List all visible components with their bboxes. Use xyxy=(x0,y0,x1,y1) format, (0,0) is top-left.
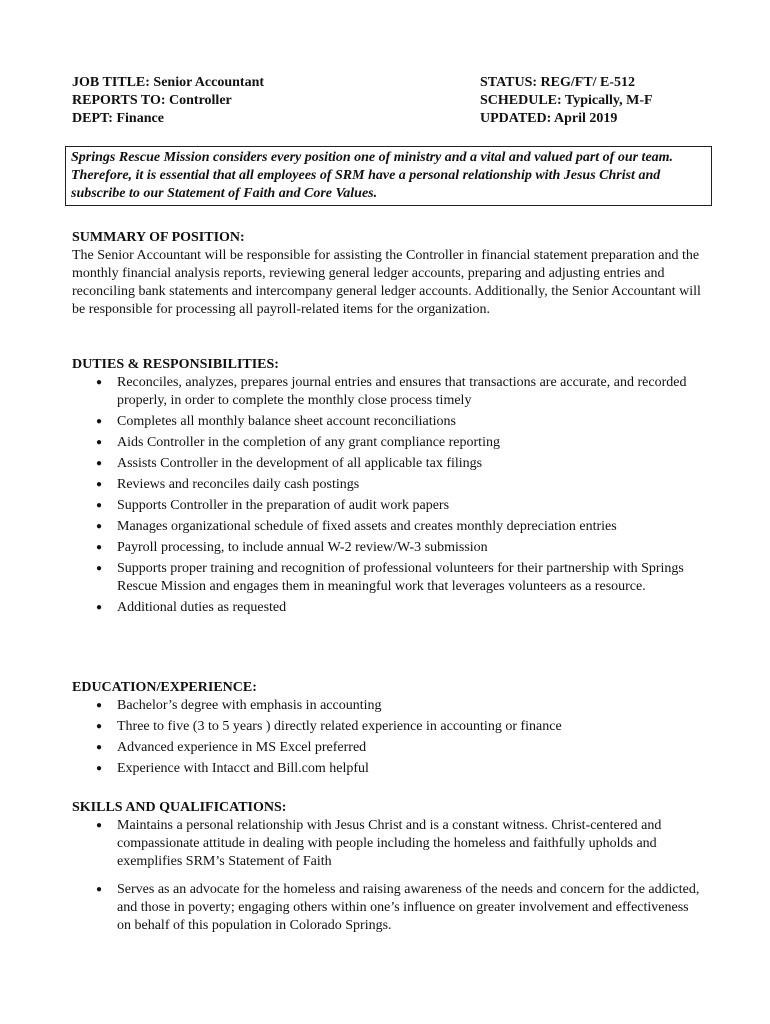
list-item: ● Experience with Intacct and Bill.com helpful xyxy=(72,760,702,778)
list-item: ● Three to five (3 to 5 years ) directly related experience in accounting or finance xyxy=(72,718,702,736)
schedule: SCHEDULE: Typically, M-F xyxy=(480,93,653,108)
header-right xyxy=(480,74,653,128)
list-item: ● Payroll processing, to include annual W-2 review/W-3 submission xyxy=(72,539,702,557)
list-item: ● Aids Controller in the completion of any grant compliance reporting xyxy=(72,434,702,452)
status: STATUS: REG/FT/ E-512 xyxy=(480,75,636,90)
education-list xyxy=(72,697,702,778)
list-item: ● Completes all monthly balance sheet account reconciliations xyxy=(72,413,702,431)
duties-heading: DUTIES & RESPONSIBILITIES: xyxy=(72,357,279,372)
skills-list xyxy=(72,817,702,935)
list-item: ● Serves as an advocate for the homeless and raising awareness of the needs and concern for the addicted, and those in poverty; engaging others within one’s influence on greater involvement and effectiveness on behalf of this population in Colorado Springs. xyxy=(72,881,702,935)
department: DEPT: Finance xyxy=(72,111,164,126)
skills-section xyxy=(72,799,702,935)
mission-statement-box: Springs Rescue Mission considers every position one of ministry and a vital and valued part of our team. Therefore, it is essential that all employees of SRM have a personal relationship with Jesus Christ and subscribe to our Statement of Faith and Core Values. xyxy=(65,146,712,206)
list-item: ● Bachelor’s degree with emphasis in accounting xyxy=(72,697,702,715)
summary-text: The Senior Accountant will be responsible for assisting the Controller in financial statement preparation and the monthly financial analysis reports, reviewing general ledger accounts, preparing and adjusting entries and reconciling bank statements and intercompany general ledger accounts. Additionally, the Senior Accountant will be responsible for processing all payroll-related items for the organization. xyxy=(72,248,701,317)
reports-to: REPORTS TO: Controller xyxy=(72,93,232,108)
list-item: ● Additional duties as requested xyxy=(72,599,702,617)
duties-section xyxy=(72,356,702,617)
list-item: ● Assists Controller in the development of all applicable tax filings xyxy=(72,455,702,473)
list-item: ● Manages organizational schedule of fixed assets and creates monthly depreciation entries xyxy=(72,518,702,536)
list-item: ● Supports Controller in the preparation of audit work papers xyxy=(72,497,702,515)
list-item: ● Supports proper training and recognition of professional volunteers for their partnership with Springs Rescue Mission and engages them in meaningful work that leverages volunteers as a resource. xyxy=(72,560,702,596)
job-title: JOB TITLE: Senior Accountant xyxy=(72,75,265,90)
list-item: ● Reviews and reconciles daily cash postings xyxy=(72,476,702,494)
list-item: ● Advanced experience in MS Excel preferred xyxy=(72,739,702,757)
duties-list xyxy=(72,374,702,617)
list-item: ● Maintains a personal relationship with Jesus Christ and is a constant witness. Christ-centered and compassionate attitude in dealing with people including the homeless and faithfully upholds and exemplifies SRM’s Statement of Faith xyxy=(72,817,702,871)
education-section xyxy=(72,679,702,778)
updated-date: UPDATED: April 2019 xyxy=(480,111,618,126)
header-left xyxy=(72,74,264,128)
education-heading: EDUCATION/EXPERIENCE: xyxy=(72,680,257,695)
list-item: ● Reconciles, analyzes, prepares journal entries and ensures that transactions are accurate, and recorded properly, in order to complete the monthly close process timely xyxy=(72,374,702,410)
skills-heading: SKILLS AND QUALIFICATIONS: xyxy=(72,800,287,815)
summary-heading: SUMMARY OF POSITION: xyxy=(72,230,245,245)
summary-section xyxy=(72,229,702,319)
